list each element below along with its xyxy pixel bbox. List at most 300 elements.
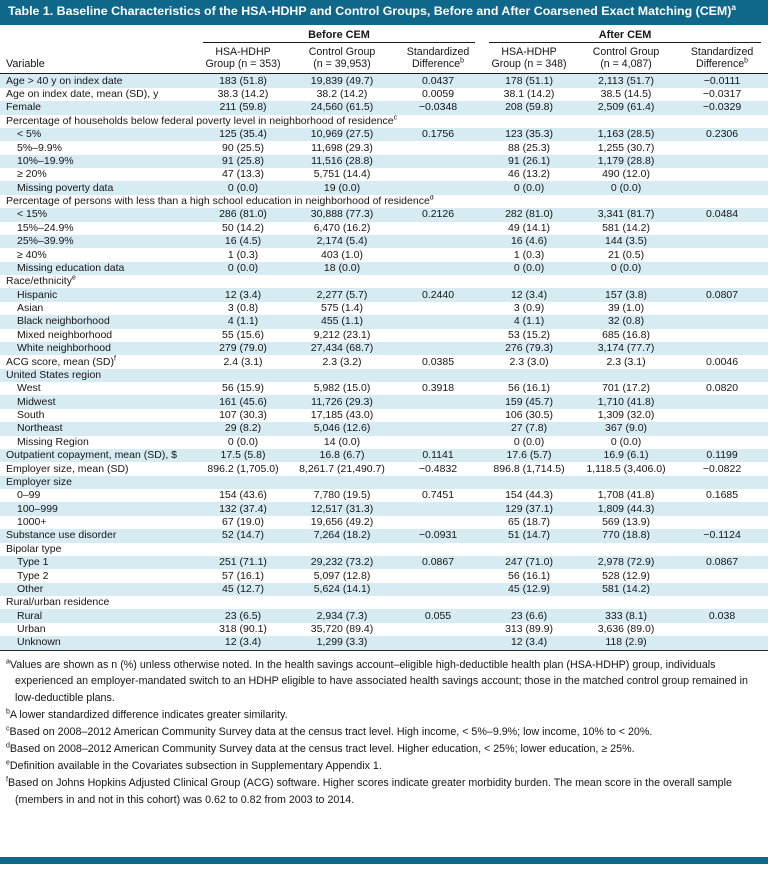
cell-value: 1,163 (28.5) [597, 128, 655, 141]
table-row [0, 248, 768, 261]
cell-value: 0.0484 [705, 208, 739, 221]
cell-value [676, 636, 768, 650]
cell-value: 12 (3.4) [510, 636, 548, 649]
cell-value: 2,934 (7.3) [316, 609, 368, 622]
table-row [0, 168, 768, 181]
table-row [0, 583, 768, 596]
table-row [0, 382, 768, 395]
column-header-label: (n = 4,087) [600, 58, 652, 71]
variable-label: White neighborhood [17, 342, 111, 355]
footnote-marker: c [393, 114, 398, 122]
table-body [0, 74, 768, 650]
cell-value: 211 (59.8) [219, 101, 267, 114]
cell-value: 53 (15.2) [508, 328, 551, 341]
cell-value: 7,780 (19.5) [313, 489, 371, 502]
table-row [0, 502, 768, 515]
cell-value: 333 (8.1) [605, 609, 648, 622]
cell-value: 455 (1.1) [320, 315, 364, 328]
cell-value: 12,517 (31.3) [310, 502, 374, 515]
footnote-marker: a [6, 658, 10, 665]
footnotes [0, 651, 768, 809]
cell-value: 896.8 (1,714.5) [493, 462, 565, 475]
cell-value [676, 302, 768, 315]
table-row [0, 302, 768, 315]
cell-value: 157 (3.8) [605, 288, 648, 301]
footnote-marker: d [429, 194, 434, 202]
footnote-marker: e [71, 275, 76, 282]
cell-value: 685 (16.8) [602, 328, 650, 341]
footnote-marker: e [6, 759, 10, 767]
cell-value: 17.6 (5.7) [506, 449, 552, 462]
variable-label: 10%–19.9% [17, 154, 74, 167]
cell-value: −0.0931 [418, 529, 458, 542]
footnote-marker: b [460, 57, 464, 65]
column-header-label: Control Group [308, 45, 376, 58]
cell-value: 0 (0.0) [610, 261, 642, 274]
column-header-label-text: Difference [412, 58, 461, 71]
footnote-marker: d [6, 742, 10, 750]
variable-label: Substance use disorder [6, 529, 117, 542]
cell-value [394, 502, 482, 515]
cell-value: 19 (0.0) [323, 181, 361, 194]
cell-value [676, 168, 768, 181]
cell-value [676, 141, 768, 154]
footnote-marker: f [6, 776, 8, 784]
table-row [0, 623, 768, 636]
table-row [0, 462, 768, 475]
cell-value: 2.3 (3.1) [606, 355, 646, 368]
table-row [0, 288, 768, 301]
cell-value [394, 436, 482, 449]
cell-value: 2.3 (3.0) [509, 355, 549, 368]
cell-value: 1 (0.3) [513, 248, 545, 261]
cell-value [394, 583, 482, 596]
footnote: $^b$A lower standardized difference indicates greater similarity. [6, 708, 288, 722]
cell-value: 106 (30.5) [505, 409, 553, 421]
cell-value: 29,232 (73.2) [310, 556, 374, 569]
column-header-std-diff-after [676, 43, 768, 74]
cell-value: −0.0329 [702, 101, 742, 114]
group-header-label: Before CEM [203, 29, 475, 43]
table-row [0, 181, 768, 194]
cell-value: 18 (0.0) [323, 261, 361, 274]
cell-value: 67 (19.0) [221, 516, 265, 528]
cell-value: 2,174 (5.4) [316, 235, 368, 248]
variable-label: Unknown [17, 636, 61, 649]
cell-value: 4 (1.1) [227, 315, 259, 328]
cell-value [676, 155, 768, 168]
cell-value: −0.0822 [702, 462, 742, 475]
cell-value [394, 262, 482, 275]
variable-label: ≥ 40% [17, 248, 47, 261]
cell-value: 0 (0.0) [227, 181, 259, 194]
table-row [0, 329, 768, 342]
column-header-label [396, 58, 480, 70]
table-row [0, 88, 768, 101]
cell-value [676, 248, 768, 261]
cell-value: 581 (14.2) [602, 221, 650, 234]
cell-value [676, 409, 768, 422]
cell-value: 0 (0.0) [513, 435, 545, 448]
footnote: $^a$Values are shown as n (%) unless otherwise noted. In the health savings account–eligible high-deductible health plan (HSA-HDHP) group, individuals experienced an employer-mandated switch to an HDHP eligible to have associated health savings account; those in the matched control group remained in low-deductible plans. [6, 658, 748, 705]
table-row [0, 315, 768, 328]
cell-value: 0.1685 [705, 489, 739, 502]
cell-value [394, 248, 482, 261]
column-header-label: (n = 39,953) [313, 58, 371, 71]
cell-value [676, 569, 768, 582]
variable-label: < 5% [17, 128, 42, 141]
cell-value: 5,982 (15.0) [313, 382, 371, 395]
cell-value: 38.2 (14.2) [316, 88, 368, 100]
variable-label: Black neighborhood [17, 315, 110, 328]
cell-value: 318 (90.1) [219, 623, 267, 635]
variable-label: Other [17, 582, 44, 595]
variable-label: South [17, 409, 45, 421]
cell-value: 0.0437 [421, 74, 455, 87]
cell-value: 3,341 (81.7) [597, 208, 655, 221]
cell-value: 91 (25.8) [221, 154, 265, 167]
cell-value: 46 (13.2) [508, 168, 551, 181]
table-row [0, 636, 768, 650]
column-header-hsa-hdhp-after [482, 43, 576, 74]
cell-value: 183 (51.8) [219, 74, 267, 87]
cell-value: 50 (14.2) [221, 221, 265, 234]
cell-value: 5,046 (12.6) [313, 422, 371, 435]
cell-value: 17,185 (43.0) [310, 409, 374, 421]
variable-label: Rural/urban residence [6, 596, 110, 609]
cell-value: 0.1199 [706, 449, 738, 462]
variable-label: Urban [17, 623, 46, 635]
cell-value: 5,751 (14.4) [313, 168, 371, 181]
cell-value: 1,708 (41.8) [597, 489, 655, 502]
cell-value: 279 (79.0) [219, 342, 267, 355]
cell-value: 16 (4.5) [224, 235, 262, 248]
section-row [0, 275, 768, 288]
footnote-marker: b [744, 57, 749, 65]
column-header-label: HSA-HDHP [501, 45, 557, 58]
cell-value: 770 (18.8) [602, 529, 650, 542]
cell-value: 0 (0.0) [227, 435, 259, 448]
variable-label: Missing poverty data [17, 181, 114, 194]
cell-value [676, 436, 768, 449]
cell-value: 0.7451 [421, 489, 455, 502]
cell-value: 0.0867 [705, 556, 739, 569]
cell-value: 17.5 (5.8) [220, 449, 266, 462]
cell-value: 367 (9.0) [605, 422, 648, 435]
variable-label: Female [6, 101, 42, 114]
table-row [0, 529, 768, 542]
variable-label: Outpatient copayment, mean (SD), $ [6, 449, 177, 462]
bottom-accent-bar [0, 857, 768, 864]
cell-value: 45 (12.9) [508, 582, 551, 595]
cell-value: 569 (13.9) [602, 516, 650, 528]
cell-value: 2,509 (61.4) [597, 101, 655, 114]
cell-value: 19,839 (49.7) [310, 74, 374, 87]
cell-value [394, 329, 482, 342]
group-header-after-cem [482, 25, 768, 43]
cell-value: 575 (1.4) [320, 302, 364, 314]
cell-value: 12 (3.4) [224, 288, 262, 301]
footnote-marker: f [113, 355, 116, 362]
cell-value: 56 (15.9) [221, 382, 265, 395]
cell-value: 35,720 (89.4) [310, 623, 374, 635]
cell-value [676, 422, 768, 435]
table-row [0, 449, 768, 462]
cell-value [676, 181, 768, 194]
column-header-std-diff-before [394, 43, 482, 74]
column-header-control-after [576, 43, 676, 74]
cell-value [394, 168, 482, 181]
cell-value [394, 315, 482, 328]
cell-value: 38.3 (14.2) [217, 88, 269, 100]
cell-value: 0.2440 [421, 288, 455, 301]
cell-value: 581 (14.2) [602, 582, 650, 595]
cell-value: 282 (81.0) [505, 208, 553, 221]
table-row [0, 422, 768, 435]
cell-value [676, 222, 768, 235]
cell-value: 1,179 (28.8) [597, 154, 655, 167]
cell-value: 2.3 (3.2) [322, 355, 362, 368]
variable-label: 0–99 [17, 489, 41, 502]
cell-value [394, 422, 482, 435]
cell-value [676, 395, 768, 408]
cell-value: 0.3918 [421, 382, 455, 395]
cell-value [394, 636, 482, 650]
cell-value: 90 (25.5) [221, 141, 265, 154]
cell-value: 9,212 (23.1) [313, 328, 371, 341]
cell-value [394, 181, 482, 194]
cell-value: 2,113 (51.7) [598, 74, 654, 87]
baseline-characteristics-table [0, 25, 768, 651]
footnote: $^c$Based on 2008–2012 American Community Survey data at the census tract level. High income, < 5%–9.9%; low income, 10% to < 20%. [6, 725, 653, 739]
cell-value: −0.0111 [703, 74, 741, 87]
cell-value: 56 (16.1) [508, 382, 551, 395]
cell-value: 16.9 (6.1) [603, 449, 649, 462]
cell-value: 251 (71.1) [219, 556, 267, 569]
table-row [0, 436, 768, 449]
column-header-variable [0, 43, 196, 74]
table-row [0, 155, 768, 168]
cell-value: 12 (3.4) [224, 636, 262, 649]
cell-value [394, 222, 482, 235]
variable-label: 100–999 [17, 502, 58, 515]
cell-value [394, 302, 482, 315]
cell-value: 11,698 (29.3) [311, 141, 373, 154]
variable-label: Percentage of households below federal poverty level in neighborhood of residence$^c$ [6, 114, 398, 127]
variable-label: Race/ethnicity$^e$ [6, 275, 76, 288]
cell-value: −0.0317 [702, 88, 742, 100]
cell-value: 52 (14.7) [221, 529, 265, 542]
cell-value: 276 (79.3) [505, 342, 553, 355]
cell-value: 32 (0.8) [607, 315, 645, 328]
cell-value: 0.0867 [421, 556, 455, 569]
cell-value: 1,309 (32.0) [597, 409, 655, 421]
cell-value: 56 (16.1) [508, 569, 551, 582]
column-group-row [0, 25, 768, 43]
cell-value: 154 (43.6) [219, 489, 267, 502]
cell-value: 1,299 (3.3) [316, 636, 368, 649]
cell-value: 1,809 (44.3) [597, 502, 655, 515]
cell-value: 11,726 (29.3) [311, 395, 373, 408]
cell-value [676, 262, 768, 275]
footnote: $^d$Based on 2008–2012 American Community Survey data at the census tract level. Higher education, < 25%; lower education, ≥ 25%. [6, 742, 635, 756]
cell-value: 0 (0.0) [610, 435, 642, 448]
variable-label: Employer size, mean (SD) [6, 462, 129, 475]
cell-value: 51 (14.7) [508, 529, 551, 542]
cell-value [676, 502, 768, 515]
cell-value: 0.0820 [705, 382, 739, 395]
variable-label: < 15% [17, 208, 48, 221]
cell-value: 5,624 (14.1) [313, 582, 371, 595]
cell-value: 403 (1.0) [320, 248, 364, 261]
variable-label: Percentage of persons with less than a high school education in neighborhood of residence$^d$ [6, 194, 434, 207]
table-row [0, 208, 768, 221]
cell-value [394, 569, 482, 582]
variable-label: Missing Region [17, 435, 89, 448]
cell-value: 55 (15.6) [221, 328, 265, 341]
variable-label: Hispanic [17, 288, 58, 301]
cell-value: 161 (45.6) [219, 395, 267, 408]
cell-value: 11,516 (28.8) [311, 154, 373, 167]
cell-value: 0.0807 [705, 288, 739, 301]
cell-value: 65 (18.7) [508, 516, 551, 528]
table-row [0, 355, 768, 368]
cell-value: 3,174 (77.7) [597, 342, 655, 355]
table-row [0, 235, 768, 248]
variable-label: Mixed neighborhood [17, 328, 113, 341]
footnote: $^f$Based on Johns Hopkins Adjusted Clinical Group (ACG) software. Higher scores indicate greater morbidity burden. The mean score in the overall sample (members in and not in this cohort) was 0.62 to 0.82 from 2003 to 2014. [6, 776, 732, 806]
cell-value: 208 (59.8) [505, 101, 553, 114]
cell-value: 0.0046 [705, 355, 739, 368]
column-header-label: Control Group [592, 45, 660, 58]
cell-value: 2.4 (3.1) [223, 355, 263, 368]
footnote-marker: b [6, 708, 10, 716]
section-row [0, 476, 768, 489]
cell-value: 1 (0.3) [227, 248, 259, 261]
cell-value: 0.2306 [705, 128, 739, 141]
column-header-label: Standardized [690, 45, 754, 58]
table-row [0, 141, 768, 154]
cell-value [394, 235, 482, 248]
cell-value: 47 (13.3) [221, 168, 265, 181]
cell-value: 27 (7.8) [510, 422, 548, 435]
cell-value [394, 395, 482, 408]
cell-value: 0.1756 [421, 128, 455, 141]
cell-value: 154 (44.3) [505, 489, 553, 502]
cell-value: 0 (0.0) [513, 261, 545, 274]
cell-value [676, 623, 768, 636]
cell-value: 490 (12.0) [602, 168, 650, 181]
cell-value: 2,277 (5.7) [316, 288, 368, 301]
cell-value [394, 141, 482, 154]
table-row [0, 516, 768, 529]
cell-value: 6,470 (16.2) [313, 221, 371, 234]
cell-value: 0 (0.0) [513, 181, 545, 194]
cell-value [676, 315, 768, 328]
variable-label: Northeast [17, 422, 63, 435]
cell-value: 8,261.7 (21,490.7) [299, 462, 385, 475]
cell-value: 38.1 (14.2) [503, 88, 555, 100]
cell-value: 3 (0.9) [513, 302, 545, 314]
cell-value: 0 (0.0) [227, 261, 259, 274]
cell-value: 23 (6.6) [510, 609, 548, 622]
column-header-label: Standardized [406, 45, 470, 58]
table-row [0, 489, 768, 502]
footnote-marker: c [6, 725, 10, 733]
cell-value: 129 (37.1) [505, 502, 553, 515]
cell-value: 1,118.5 (3,406.0) [586, 462, 666, 475]
variable-label: United States region [6, 368, 102, 381]
cell-value [394, 409, 482, 422]
cell-value: 247 (71.0) [505, 556, 553, 569]
variable-label: Age on index date, mean (SD), y [6, 88, 159, 100]
cell-value: −0.0348 [418, 101, 458, 114]
variable-label: Missing education data [17, 261, 125, 274]
cell-value: 144 (3.5) [605, 235, 648, 248]
section-row [0, 115, 768, 128]
column-header-hsa-hdhp-before [196, 43, 290, 74]
cell-value [394, 342, 482, 355]
cell-value: 125 (35.4) [219, 128, 267, 141]
variable-label: Age > 40 y on index date [6, 74, 123, 87]
footnote: $^e$Definition available in the Covariates subsection in Supplementary Appendix 1. [6, 759, 382, 772]
group-header-before-cem [196, 25, 482, 43]
cell-value: 4 (1.1) [513, 315, 545, 328]
column-header-label: Variable [6, 57, 45, 70]
section-row [0, 543, 768, 556]
table-row [0, 101, 768, 114]
cell-value: 45 (12.7) [221, 582, 265, 595]
cell-value: 701 (17.2) [602, 382, 650, 395]
cell-value [394, 155, 482, 168]
cell-value: 10,969 (27.5) [310, 128, 374, 141]
table-row [0, 128, 768, 141]
variable-label: Bipolar type [6, 542, 62, 555]
variable-label: ACG score, mean (SD)$^f$ [6, 355, 116, 368]
cell-value: 29 (8.2) [224, 422, 262, 435]
group-header-label: After CEM [489, 29, 761, 43]
cell-value: 0.038 [708, 609, 736, 622]
column-header-label: HSA-HDHP [215, 45, 271, 58]
cell-value: −0.1124 [703, 529, 741, 542]
cell-value: 19,656 (49.2) [310, 516, 374, 528]
variable-label: ≥ 20% [17, 168, 47, 181]
cell-value: 0.0059 [421, 88, 455, 100]
cell-value: 107 (30.3) [219, 409, 267, 421]
cell-value: 30,888 (77.3) [310, 208, 374, 221]
cell-value: 91 (26.1) [508, 154, 551, 167]
variable-label: Midwest [17, 395, 56, 408]
variable-label: Type 1 [17, 556, 49, 569]
cell-value: 0 (0.0) [610, 181, 642, 194]
section-row [0, 596, 768, 609]
cell-value [676, 516, 768, 529]
table-title-text: Table 1. Baseline Characteristics of the HSA-HDHP and Control Groups, Before and After Coarsened Exact Matching (CEM) [8, 4, 732, 18]
variable-label: 25%–39.9% [17, 235, 74, 248]
cell-value: 286 (81.0) [219, 208, 267, 221]
cell-value [676, 583, 768, 596]
variable-label: 5%–9.9% [17, 141, 62, 154]
table-row [0, 74, 768, 88]
cell-value: 5,097 (12.8) [313, 569, 371, 582]
table-row [0, 556, 768, 569]
column-header-label [678, 58, 766, 70]
variable-label: 1000+ [17, 516, 47, 528]
column-header-label: Group (n = 348) [491, 58, 567, 71]
column-header-label-text: Difference [696, 58, 745, 71]
table-row [0, 409, 768, 422]
cell-value: 27,434 (68.7) [310, 342, 374, 355]
